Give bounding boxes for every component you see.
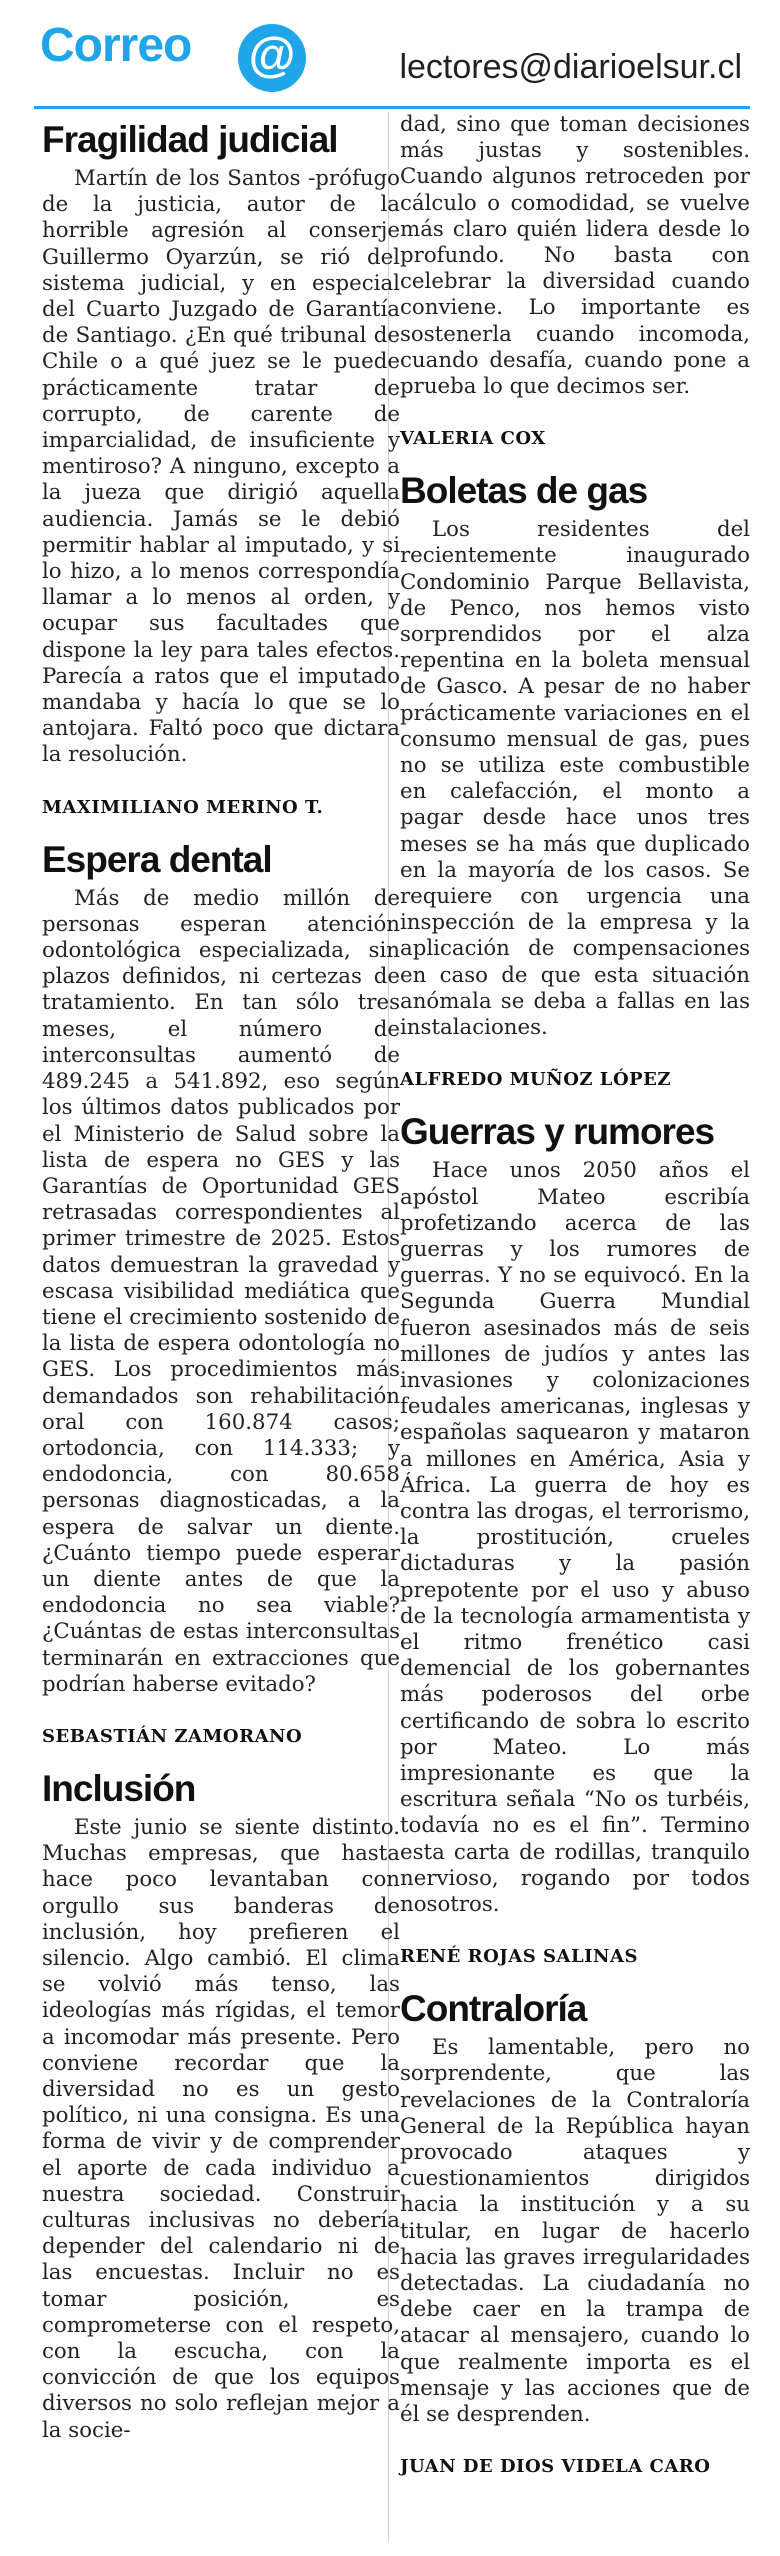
header-rule [34, 106, 750, 109]
letter [400, 469, 750, 1090]
letter-body: Hace unos 2050 años el apóstol Mateo escribía profetizando acerca de las guerras y los rumores de guerras. Y no se equivocó. En la Segunda Guerra Mundial fueron asesinados más de seis millones de judíos y antes las invasiones y colonizaciones feudales americanas, inglesas y españolas saquearon y mataron a millones en América, Asia y África. La guerra de hoy es contra las drogas, el terrorismo, la prostitución, crueles dictaduras y la pasión prepotente por el uso y abuso de la tecnología armamentista y el ritmo frenético casi demencial de los gobernantes más poderosos del orbe certificando de sobra lo escrito por Mateo. Lo más impresionante es que la escritura señala “No os turbéis, todavía no es el fin”. Termino esta carta de rodillas, tranquilo nervioso, rogando por todos nosotros. [400, 1158, 750, 1917]
letter-body: Los residentes del recientemente inaugurado Condominio Parque Bellavista, de Penco, nos hemos visto sorprendidos por el alza repentina en la boleta mensual de Gasco. A pesar de no haber prácticamente variaciones en el consumo mensual de gas, pues no se utiliza este combustible en calefacción, el monto a pagar desde hace unos tres meses se ha más que duplicado en la mayoría de los casos. Se requiere con urgencia una inspección de la empresa y la aplicación de compensaciones en caso de que esta situación anómala se deba a fallas en las instalaciones. [400, 517, 750, 1041]
letter [42, 838, 400, 1747]
letter [42, 1767, 400, 2444]
letter-author: JUAN DE DIOS VIDELA CARO [400, 2456, 711, 2478]
letter-title: Inclusión [42, 1767, 196, 1809]
letter-title: Boletas de gas [400, 470, 648, 512]
letter [400, 1987, 750, 2477]
letter-author: MAXIMILIANO MERINO T. [42, 796, 324, 818]
letter-title: Contraloría [400, 1988, 587, 2030]
letter [400, 1110, 750, 1967]
letter-title: Espera dental [42, 838, 272, 880]
letter-body: Martín de los Santos -prófugo de la justicia, autor de la horrible agresión al conserje Guillermo Oyarzún, se rió del sistema judicial, y en especial del Cuarto Juzgado de Garantía de Santiago. ¿En qué tribunal de Chile o a qué juez se le puede prácticamente tratar de corrupto, de carente de imparcialidad, de insuficiente y mentiroso? A ninguno, excepto a la jueza que dirigió aquella audiencia. Jamás se le debió permitir hablar al imputado, y si lo hizo, a lo menos correspondía llamar a lo menos al orden, y ocupar sus facultades que dispone la ley para tales efectos. Parecía a ratos que el imputado mandaba y hacía lo que se lo antojara. Faltó poco que dictara la resolución. [42, 166, 400, 768]
letter-continued [400, 112, 750, 449]
letter-author: SEBASTIÁN ZAMORANO [42, 1725, 303, 1747]
letter-title: Guerras y rumores [400, 1111, 715, 1153]
left-column [42, 112, 400, 2444]
letter [42, 118, 400, 818]
letter-body: Es lamentable, pero no sorprendente, que las revelaciones de la Contraloría General de la República hayan provocado ataques y cuestionamientos dirigidos hacia la institución y a su titular, en lugar de hacerlo hacia las graves irregularidades detectadas. La ciudadanía no debe caer en la trampa de atacar al mensajero, cuando lo que realmente importa es el mensaje y las acciones que de él se desprenden. [400, 2035, 750, 2428]
letter-body: dad, sino que toman decisiones más justas y sostenibles. Cuando algunos retroceden por cálculo o comodidad, se vuelve más claro quién lidera desde lo profundo. No basta con celebrar la diversidad cuando conviene. Lo importante es sostenerla cuando incomoda, cuando desafía, cuando pone a prueba lo que decimos ser. [400, 112, 750, 400]
letter-title: Fragilidad judicial [42, 119, 338, 160]
letter-author: VALERIA COX [400, 428, 546, 450]
right-column [400, 112, 750, 2497]
letter-author: RENÉ ROJAS SALINAS [400, 1946, 638, 1968]
page-header [0, 0, 780, 110]
letter-body: Más de medio millón de personas esperan atención odontológica especializada, sin plazos definidos, ni certezas de tratamiento. En tan sólo tres meses, el número de interconsultas aumentó de 489.245 a 541.892, eso según los últimos datos publicados por el Ministerio de Salud sobre la lista de espera no GES y las Garantías de Oportunidad GES retrasadas correspondientes al primer trimestre de 2025. Estos datos demuestran la gravedad y escasa visibilidad mediática que tiene el crecimiento sostenido de la lista de espera odontología no GES. Los procedimientos más demandados son rehabilitación oral con 160.874 casos; ortodoncia, con 114.333; y endodoncia, con 80.658 personas diagnosticadas, a la espera de salvar un diente. ¿Cuánto tiempo puede esperar un diente antes de que la endodoncia no sea viable? ¿Cuántas de estas interconsultas terminarán en extracciones que podrían haberse evitado? [42, 885, 401, 1697]
letter-body: Este junio se siente distinto. Muchas empresas, que hasta hace poco levantaban con orgullo sus banderas de inclusión, hoy prefieren el silencio. Algo cambió. El clima se volvió más tenso, las ideologías más rígidas, el temor a incomodar más presente. Pero conviene recordar que la diversidad no es un gesto político, ni una consigna. Es una forma de vivir y de comprender el aporte de cada individuo a nuestra sociedad. Construir culturas inclusivas no debería depender del calendario ni de las encuestas. Incluir no es tomar posición, es comprometerse con el respeto, con la escucha, con la convicción de que los equipos diversos no solo reflejan mejor a la socie- [42, 1814, 400, 2443]
letter-author: ALFREDO MUÑOZ LÓPEZ [400, 1069, 672, 1091]
at-icon: @ [238, 24, 306, 92]
contact-email[interactable]: lectores@diarioelsur.cl [399, 48, 742, 86]
section-title: Correo [40, 19, 192, 72]
